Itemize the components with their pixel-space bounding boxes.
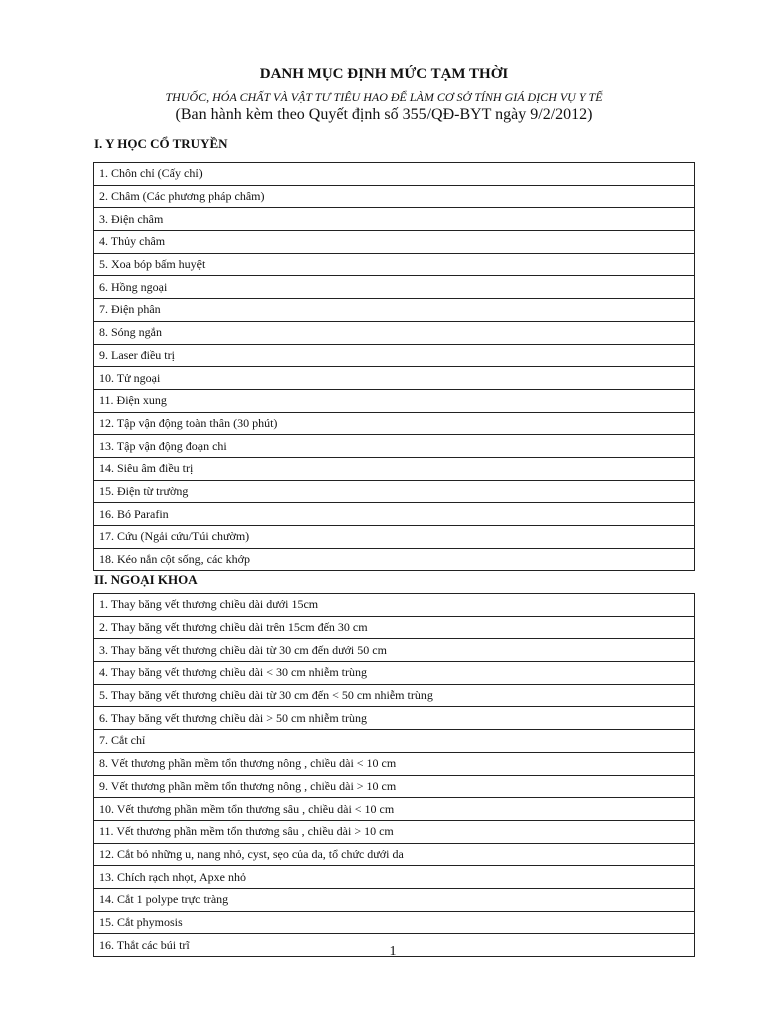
table-row — [94, 253, 695, 276]
section-heading-traditional-medicine: I. Y HỌC CỔ TRUYỀN — [94, 136, 228, 151]
table-row — [94, 389, 695, 412]
item-cell: 4. Thủy châm — [94, 231, 695, 254]
item-cell: 13. Chích rạch nhọt, Apxe nhỏ — [94, 866, 695, 889]
table-row — [94, 412, 695, 435]
table-row — [94, 820, 695, 843]
table-row — [94, 526, 695, 549]
item-cell: 8. Sóng ngắn — [94, 321, 695, 344]
table-row — [94, 752, 695, 775]
table-row — [94, 684, 695, 707]
table-row — [94, 480, 695, 503]
table-row — [94, 503, 695, 526]
document-title: DANH MỤC ĐỊNH MỨC TẠM THỜI — [259, 66, 509, 82]
item-cell: 5. Xoa bóp bấm huyệt — [94, 253, 695, 276]
table-row — [94, 231, 695, 254]
table-row — [94, 344, 695, 367]
table-row — [94, 548, 695, 571]
item-cell: 12. Tập vận động toàn thân (30 phút) — [94, 412, 695, 435]
table-row — [94, 321, 695, 344]
item-cell: 7. Cắt chỉ — [94, 730, 695, 753]
table-row — [94, 299, 695, 322]
item-cell: 16. Bó Parafin — [94, 503, 695, 526]
table-row — [94, 616, 695, 639]
table-row — [94, 707, 695, 730]
item-cell: 15. Điện từ trường — [94, 480, 695, 503]
table-row — [94, 457, 695, 480]
item-cell: 12. Cắt bỏ những u, nang nhỏ, cyst, sẹo của da, tổ chức dưới da — [94, 843, 695, 866]
table-row — [94, 435, 695, 458]
table-row — [94, 888, 695, 911]
document-subtitle: THUỐC, HÓA CHẤT VÀ VẬT TƯ TIÊU HAO ĐỂ LÀM CƠ SỞ TÍNH GIÁ DỊCH VỤ Y TẾ — [165, 90, 603, 104]
item-cell: 9. Laser điều trị — [94, 344, 695, 367]
traditional-medicine-table — [93, 162, 695, 571]
table-row — [94, 594, 695, 617]
item-cell: 3. Thay băng vết thương chiều dài từ 30 cm đến dưới 50 cm — [94, 639, 695, 662]
page-number: 1 — [389, 944, 397, 959]
section-heading-surgery: II. NGOẠI KHOA — [94, 572, 198, 587]
table-row — [94, 798, 695, 821]
item-cell: 14. Siêu âm điều trị — [94, 457, 695, 480]
table-row — [94, 662, 695, 685]
item-cell: 6. Hồng ngoại — [94, 276, 695, 299]
surgery-table — [93, 593, 695, 957]
item-cell: 11. Điện xung — [94, 389, 695, 412]
item-cell: 6. Thay băng vết thương chiều dài > 50 cm nhiễm trùng — [94, 707, 695, 730]
item-cell: 18. Kéo nắn cột sống, các khớp — [94, 548, 695, 571]
item-cell: 10. Vết thương phần mềm tổn thương sâu , chiều dài < 10 cm — [94, 798, 695, 821]
table-row — [94, 208, 695, 231]
item-cell: 1. Thay băng vết thương chiều dài dưới 15cm — [94, 594, 695, 617]
table-row — [94, 276, 695, 299]
item-cell: 8. Vết thương phần mềm tổn thương nông , chiều dài < 10 cm — [94, 752, 695, 775]
table-row — [94, 911, 695, 934]
item-cell: 7. Điện phân — [94, 299, 695, 322]
table-row — [94, 639, 695, 662]
item-cell: 5. Thay băng vết thương chiều dài từ 30 cm đến < 50 cm nhiễm trùng — [94, 684, 695, 707]
table-row — [94, 843, 695, 866]
decree-reference: (Ban hành kèm theo Quyết định số 355/QĐ-BYT ngày 9/2/2012) — [175, 106, 593, 123]
item-cell: 3. Điện châm — [94, 208, 695, 231]
item-cell: 16. Thắt các búi trĩ — [94, 934, 695, 957]
item-cell: 15. Cắt phymosis — [94, 911, 695, 934]
item-cell: 17. Cứu (Ngải cứu/Túi chườm) — [94, 526, 695, 549]
item-cell: 10. Tử ngoại — [94, 367, 695, 390]
item-cell: 11. Vết thương phần mềm tổn thương sâu , chiều dài > 10 cm — [94, 820, 695, 843]
item-cell: 14. Cắt 1 polype trực tràng — [94, 888, 695, 911]
item-cell: 9. Vết thương phần mềm tổn thương nông , chiều dài > 10 cm — [94, 775, 695, 798]
table-row — [94, 730, 695, 753]
item-cell: 2. Thay băng vết thương chiều dài trên 15cm đến 30 cm — [94, 616, 695, 639]
table-row — [94, 775, 695, 798]
item-cell: 1. Chôn chỉ (Cấy chỉ) — [94, 163, 695, 186]
table-row — [94, 367, 695, 390]
item-cell: 4. Thay băng vết thương chiều dài < 30 cm nhiễm trùng — [94, 662, 695, 685]
item-cell: 13. Tập vận động đoạn chi — [94, 435, 695, 458]
table-row — [94, 185, 695, 208]
table-row — [94, 163, 695, 186]
table-row — [94, 866, 695, 889]
item-cell: 2. Châm (Các phương pháp châm) — [94, 185, 695, 208]
